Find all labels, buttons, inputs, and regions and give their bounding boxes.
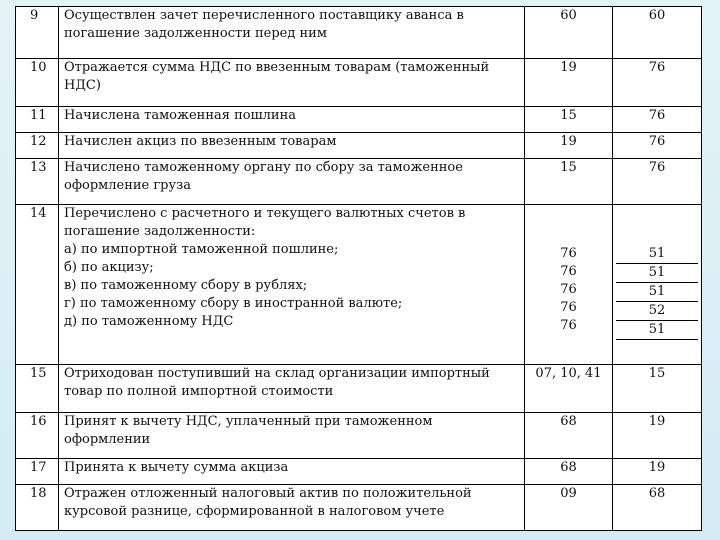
credit-account: 68 [613,485,702,531]
table-row [16,107,702,133]
row-number: 13 [16,159,59,205]
debit-account: 60 [525,7,613,59]
credit-sub-account: 51 [616,283,698,302]
debit-account: 19 [525,133,613,159]
table-row [16,459,702,485]
debit-account: 68 [525,413,613,459]
operation-text: Отриходован поступивший на склад организации импортный товар по полной импортной стоимости [59,365,525,413]
operation-text-line: г) по таможенному сбору в иностранной валюте; [64,296,403,311]
table-row [16,7,702,59]
debit-account: 07, 10, 41 [525,365,613,413]
credit-account: 76 [613,133,702,159]
debit-account: 15 [525,159,613,205]
credit-account: 76 [613,159,702,205]
credit-account: 60 [613,7,702,59]
credit-sub-account: 52 [616,302,698,321]
debit-account: 68 [525,459,613,485]
table-row [16,365,702,413]
accounting-entries-table [15,6,702,531]
credit-account: 76 [613,59,702,107]
table-row [16,485,702,531]
operation-text: Начислена таможенная пошлина [59,107,525,133]
row-number: 16 [16,413,59,459]
credit-sub-account: 51 [616,245,698,264]
debit-account [525,205,613,365]
operation-text-line: а) по импортной таможенной пошлине; [64,242,339,257]
credit-account: 15 [613,365,702,413]
debit-sub-account: 76 [560,246,577,261]
table-row [16,205,702,365]
operation-text-line: Перечислено с расчетного и текущего валютных счетов в погашение задолженности: [64,206,466,239]
operation-text: Принят к вычету НДС, уплаченный при таможенном оформлении [59,413,525,459]
operation-text-line: в) по таможенному сбору в рублях; [64,278,308,293]
operation-text: Начислен акциз по ввезенным товарам [59,133,525,159]
operation-text [59,205,525,365]
operation-text: Осуществлен зачет перечисленного поставщику аванса в погашение задолженности перед ним [59,7,525,59]
operation-text-line: д) по таможенному НДС [64,314,234,329]
credit-account: 19 [613,413,702,459]
debit-account: 09 [525,485,613,531]
debit-account: 19 [525,59,613,107]
credit-sub-account: 51 [616,321,698,340]
operation-text: Начислено таможенному органу по сбору за таможенное оформление груза [59,159,525,205]
debit-sub-account: 76 [560,264,577,279]
debit-sub-account: 76 [560,300,577,315]
table-row [16,413,702,459]
row-number: 9 [16,7,59,59]
credit-account [613,205,702,365]
table-row [16,159,702,205]
credit-sub-account: 51 [616,264,698,283]
debit-account: 15 [525,107,613,133]
operation-text-line: б) по акцизу; [64,260,154,275]
row-number: 14 [16,205,59,365]
credit-account: 19 [613,459,702,485]
operation-text: Отражен отложенный налоговый актив по положительной курсовой разнице, сформированной в налоговом учете [59,485,525,531]
operation-text: Принята к вычету сумма акциза [59,459,525,485]
row-number: 12 [16,133,59,159]
table-row [16,59,702,107]
row-number: 15 [16,365,59,413]
row-number: 18 [16,485,59,531]
debit-sub-account: 76 [560,282,577,297]
row-number: 11 [16,107,59,133]
table-row [16,133,702,159]
row-number: 17 [16,459,59,485]
debit-sub-account: 76 [560,318,577,333]
row-number: 10 [16,59,59,107]
credit-account: 76 [613,107,702,133]
operation-text: Отражается сумма НДС по ввезенным товарам (таможенный НДС) [59,59,525,107]
